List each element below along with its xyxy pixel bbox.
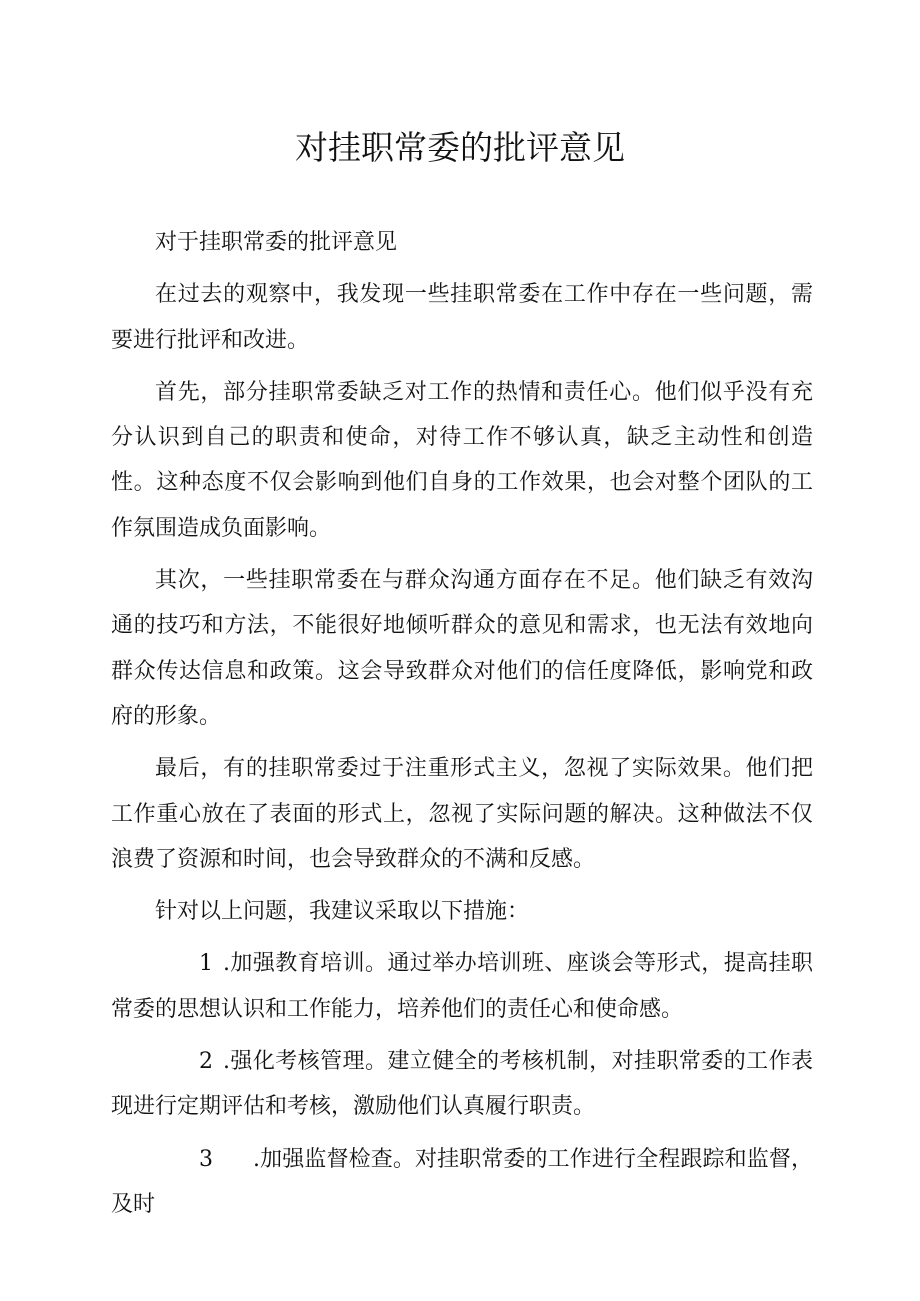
paragraph-measures-intro: 针对以上问题，我建议采取以下措施： xyxy=(155,899,530,925)
document-title: 对挂职常委的批评意见 xyxy=(295,128,625,167)
paragraph-subtitle: 对于挂职常委的批评意见 xyxy=(155,230,398,255)
measure-text: .加强教育培训。通过举办培训班、座谈会等形式，提高挂职常委的思想认识和工作能力，培养他们的责任心和使命感。 xyxy=(111,951,813,1022)
paragraph-third-issue: 最后，有的挂职常委过于注重形式主义，忽视了实际效果。他们把工作重心放在了表面的形式上，忽视了实际问题的解决。这种做法不仅浪费了资源和时间，也会导致群众的不满和反感。 xyxy=(111,756,813,872)
measure-item-1 xyxy=(111,941,813,1032)
document-body xyxy=(111,220,813,1234)
measure-text: .加强监督检查。对挂职常委的工作进行全程跟踪和监督，及时 xyxy=(111,1146,813,1217)
paragraph-intro: 在过去的观察中，我发现一些挂职常委在工作中存在一些问题，需要进行批评和改进。 xyxy=(111,282,813,353)
paragraph-second-issue: 其次，一些挂职常委在与群众沟通方面存在不足。他们缺乏有效沟通的技巧和方法，不能很好地倾听群众的意见和需求，也无法有效地向群众传达信息和政策。这会导致群众对他们的信任度降低，影响党和政府的形象。 xyxy=(111,568,813,729)
measure-number: 1 xyxy=(199,951,213,977)
measure-number: 2 xyxy=(199,1049,213,1075)
paragraph-first-issue: 首先，部分挂职常委缺乏对工作的热情和责任心。他们似乎没有充分认识到自己的职责和使命，对待工作不够认真，缺乏主动性和创造性。这种态度不仅会影响到他们自身的工作效果，也会对整个团队的工作氛围造成负面影响。 xyxy=(111,379,813,541)
measure-item-3 xyxy=(111,1137,813,1228)
measure-number: 3 xyxy=(199,1146,213,1172)
measure-item-2 xyxy=(111,1039,813,1130)
measure-text: .强化考核管理。建立健全的考核机制，对挂职常委的工作表现进行定期评估和考核，激励他们认真履行职责。 xyxy=(111,1049,813,1120)
